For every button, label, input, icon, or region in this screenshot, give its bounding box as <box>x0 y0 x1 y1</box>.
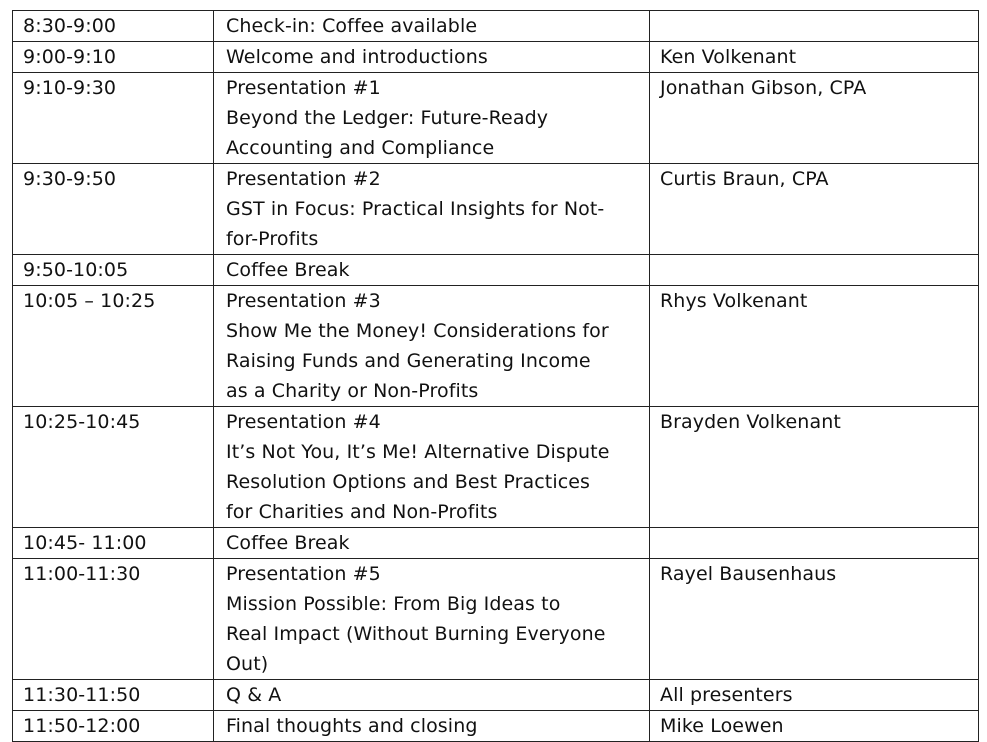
topic-line: for Charities and Non-Profits <box>226 501 498 523</box>
topic-title: Q & A <box>226 684 282 706</box>
topic-cell <box>214 711 650 742</box>
topic-cell <box>214 73 650 164</box>
time-cell: 11:50-12:00 <box>13 711 214 742</box>
time-cell: 10:25-10:45 <box>13 407 214 528</box>
table-row <box>13 407 979 528</box>
speaker-cell: Jonathan Gibson, CPA <box>650 73 979 164</box>
speaker-cell <box>650 528 979 559</box>
topic-line: as a Charity or Non-Profits <box>226 380 479 402</box>
topic-cell <box>214 164 650 255</box>
topic-line: Beyond the Ledger: Future-Ready <box>226 107 549 129</box>
topic-cell <box>214 407 650 528</box>
speaker-cell: All presenters <box>650 680 979 711</box>
topic-cell <box>214 42 650 73</box>
table-row <box>13 286 979 407</box>
speaker-cell: Curtis Braun, CPA <box>650 164 979 255</box>
topic-line: Show Me the Money! Considerations for <box>226 320 609 342</box>
topic-cell <box>214 11 650 42</box>
time-cell: 11:00-11:30 <box>13 559 214 680</box>
time-cell: 9:30-9:50 <box>13 164 214 255</box>
table-row <box>13 73 979 164</box>
topic-line: Raising Funds and Generating Income <box>226 350 591 372</box>
table-row <box>13 42 979 73</box>
topic-cell <box>214 528 650 559</box>
topic-title: Presentation #3 <box>226 290 381 312</box>
time-cell: 11:30-11:50 <box>13 680 214 711</box>
speaker-cell: Ken Volkenant <box>650 42 979 73</box>
table-row <box>13 680 979 711</box>
topic-line: for-Profits <box>226 228 319 250</box>
topic-title: Presentation #4 <box>226 411 381 433</box>
time-cell: 8:30-9:00 <box>13 11 214 42</box>
topic-cell <box>214 255 650 286</box>
speaker-cell: Rhys Volkenant <box>650 286 979 407</box>
topic-title: Presentation #5 <box>226 563 381 585</box>
topic-line: Mission Possible: From Big Ideas to <box>226 593 561 615</box>
topic-title: Presentation #2 <box>226 168 381 190</box>
topic-title: Final thoughts and closing <box>226 715 478 737</box>
topic-title: Coffee Break <box>226 532 350 554</box>
speaker-cell: Mike Loewen <box>650 711 979 742</box>
topic-title: Welcome and introductions <box>226 46 488 68</box>
time-cell: 9:10-9:30 <box>13 73 214 164</box>
topic-cell <box>214 680 650 711</box>
time-cell: 9:00-9:10 <box>13 42 214 73</box>
table-row <box>13 711 979 742</box>
time-cell: 10:45- 11:00 <box>13 528 214 559</box>
topic-line: Out) <box>226 653 269 675</box>
speaker-cell <box>650 11 979 42</box>
speaker-cell <box>650 255 979 286</box>
topic-title: Coffee Break <box>226 259 350 281</box>
topic-line: Accounting and Compliance <box>226 137 495 159</box>
topic-cell <box>214 559 650 680</box>
topic-title: Check-in: Coffee available <box>226 15 478 37</box>
time-cell: 10:05 – 10:25 <box>13 286 214 407</box>
table-row <box>13 255 979 286</box>
topic-cell <box>214 286 650 407</box>
topic-line: GST in Focus: Practical Insights for Not- <box>226 198 605 220</box>
topic-title: Presentation #1 <box>226 77 381 99</box>
topic-line: Real Impact (Without Burning Everyone <box>226 623 606 645</box>
time-cell: 9:50-10:05 <box>13 255 214 286</box>
agenda-body <box>13 11 979 742</box>
speaker-cell: Rayel Bausenhaus <box>650 559 979 680</box>
table-row <box>13 11 979 42</box>
agenda-table <box>12 10 979 742</box>
table-row <box>13 528 979 559</box>
table-row <box>13 559 979 680</box>
topic-line: It’s Not You, It’s Me! Alternative Dispute <box>226 441 610 463</box>
topic-line: Resolution Options and Best Practices <box>226 471 591 493</box>
speaker-cell: Brayden Volkenant <box>650 407 979 528</box>
table-row <box>13 164 979 255</box>
